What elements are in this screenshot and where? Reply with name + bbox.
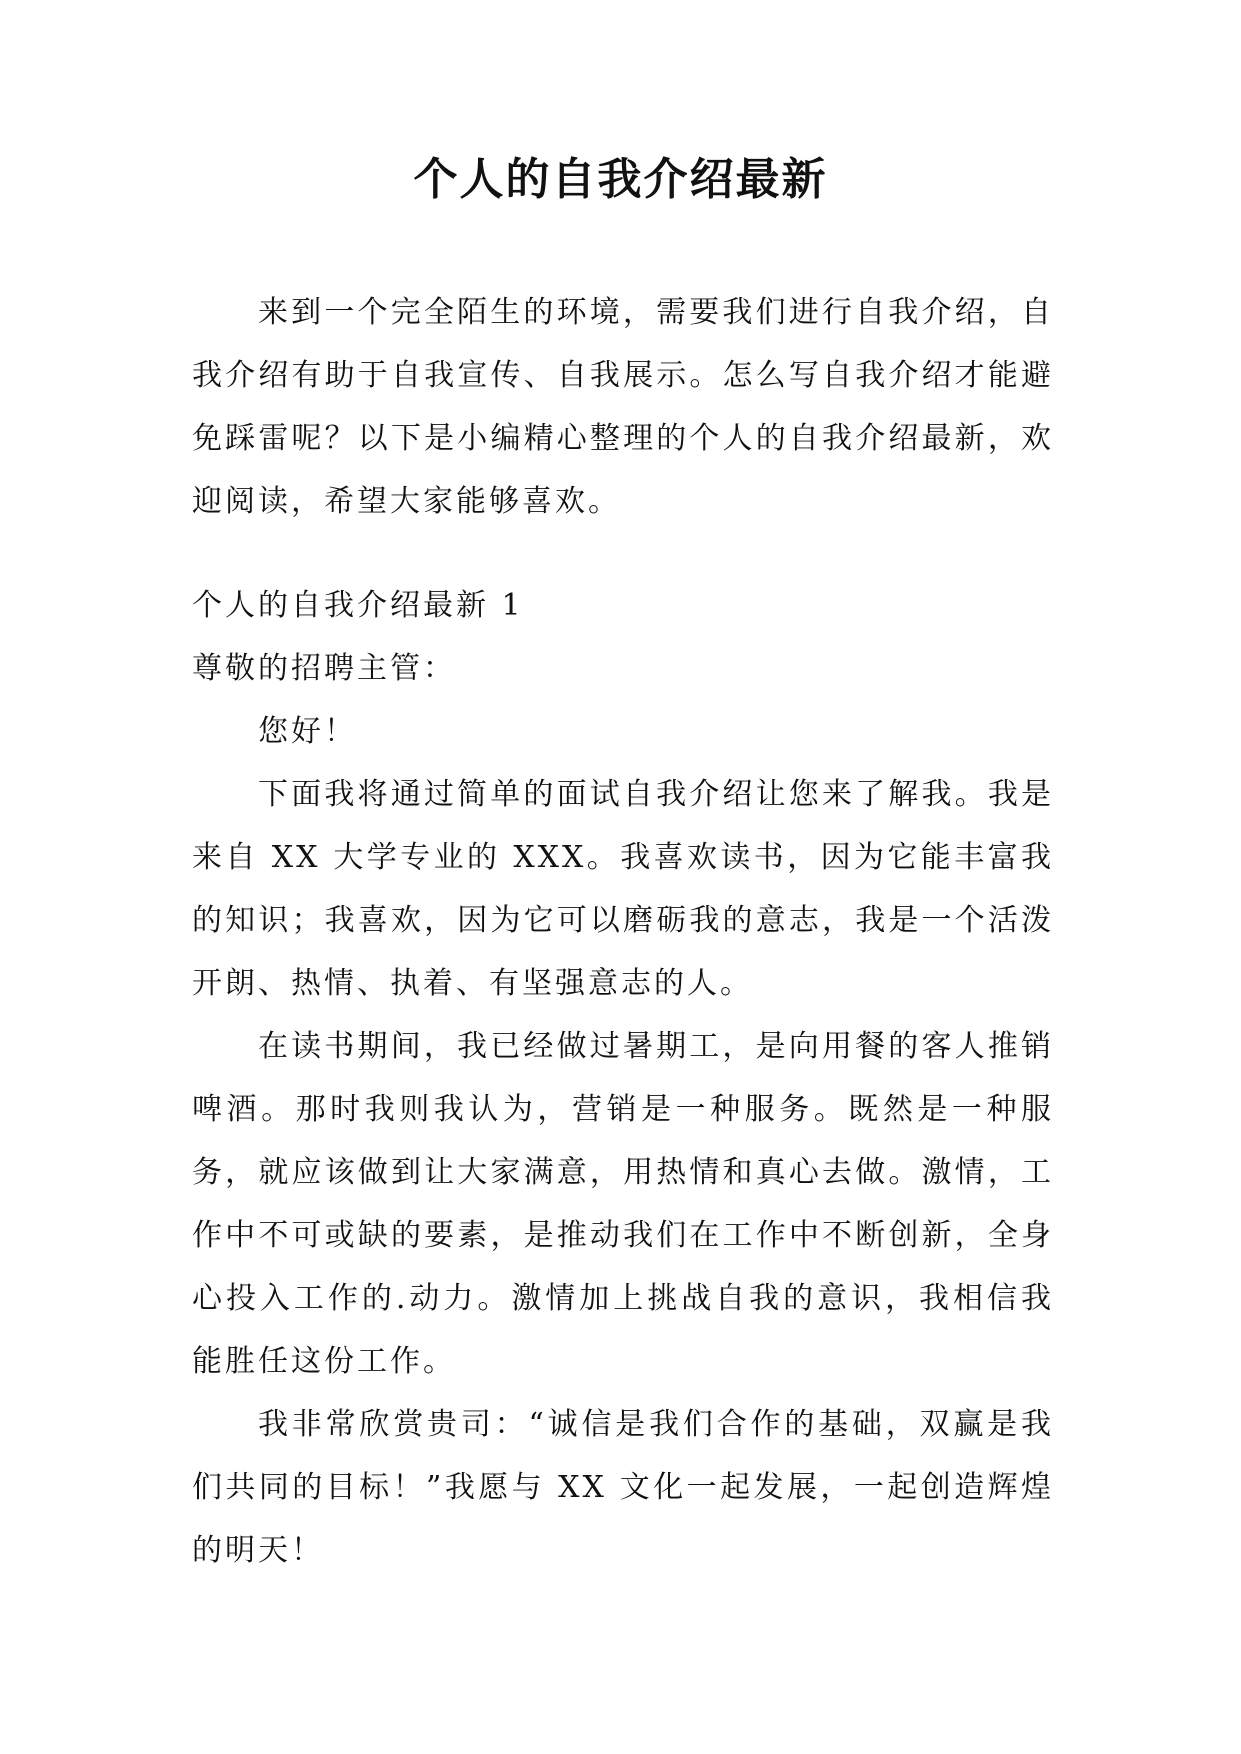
intro-paragraph: 来到一个完全陌生的环境，需要我们进行自我介绍，自我介绍有助于自我宣传、自我展示。怎么写自我介绍才能避免踩雷呢？以下是小编精心整理的个人的自我介绍最新，欢迎阅读，希望大家能够喜欢。 bbox=[192, 295, 1054, 519]
section-heading: 个人的自我介绍最新 1 bbox=[192, 588, 524, 623]
letter-body bbox=[192, 574, 1054, 1582]
body-paragraph: 下面我将通过简单的面试自我介绍让您来了解我。我是来自 XX 大学专业的 XXX。我喜欢读书，因为它能丰富我的知识；我喜欢，因为它可以磨砺我的意志，我是一个活泼开朗、热情、执着、有坚强意志的人。 bbox=[192, 777, 1054, 1001]
salutation: 尊敬的招聘主管： bbox=[192, 651, 456, 686]
body-paragraph: 在读书期间，我已经做过暑期工，是向用餐的客人推销啤酒。那时我则我认为，营销是一种服务。既然是一种服务，就应该做到让大家满意，用热情和真心去做。激情，工作中不可或缺的要素，是推动我们在工作中不断创新，全身心投入工作的.动力。激情加上挑战自我的意识，我相信我能胜任这份工作。 bbox=[192, 1029, 1054, 1379]
greeting: 您好！ bbox=[258, 714, 357, 749]
body-paragraph: 我非常欣赏贵司：“诚信是我们合作的基础，双赢是我们共同的目标！”我愿与 XX 文化一起发展，一起创造辉煌的明天！ bbox=[192, 1407, 1054, 1568]
document-title: 个人的自我介绍最新 bbox=[413, 154, 828, 205]
